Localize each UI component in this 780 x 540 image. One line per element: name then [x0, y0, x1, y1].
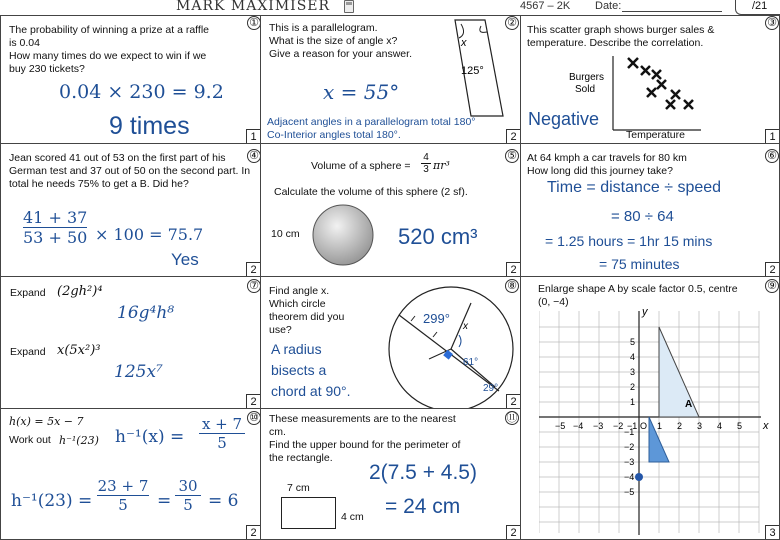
function-definition: h(x) = 5x − 7: [9, 415, 84, 428]
question-4-cell: [0, 143, 261, 277]
y-tick-label: 1: [630, 397, 636, 407]
question-11-cell: [260, 408, 521, 540]
y-tick-label: 5: [630, 337, 636, 347]
question-2-reason: Adjacent angles in a parallelogram total 180° Co-Interior angles total 180°.: [267, 116, 476, 141]
question-3-answer: Negative: [528, 109, 600, 129]
scatter-point: [628, 58, 638, 68]
question-7-cell: [0, 276, 261, 409]
question-11-marks: 2: [506, 525, 520, 539]
question-8-text: Find angle x. Which circle theorem did you use?: [269, 285, 345, 336]
sphere-shape: [313, 205, 373, 265]
question-11-number: ⑪: [506, 412, 518, 424]
question-1-text: The probability of winning a prize at a raffle is 0.04 How many times do we expect to win if we buy 230 tickets?: [9, 24, 210, 75]
fraction-numerator: 4: [423, 152, 429, 163]
question-5-answer: 520 cm³: [398, 224, 478, 249]
question-3-cell: [520, 15, 780, 144]
question-9-marks: 3: [765, 525, 779, 539]
question-8-number: ⑧: [505, 279, 519, 293]
expand-2-answer: 125x⁷: [114, 362, 163, 382]
evaluate-equals: =: [157, 491, 172, 511]
x-tick-label: 4: [717, 421, 723, 431]
fraction-numerator: 23 + 7: [97, 477, 149, 495]
question-9-number: ⑨: [765, 279, 779, 293]
sphere-diameter-label: 10 cm: [271, 228, 300, 240]
y-tick-label: −5: [624, 487, 635, 497]
scatter-x-label: Temperature: [626, 129, 685, 141]
expand-1-expression: (2gh²)⁴: [57, 284, 103, 299]
angle-125-label: 125°: [461, 65, 484, 77]
x-tick-label: 1: [657, 421, 663, 431]
fraction-denominator: 3: [421, 163, 431, 175]
volume-formula-rest: πr³: [433, 159, 450, 172]
x-tick-label: −2: [613, 421, 624, 431]
evaluate-fraction-1: [97, 477, 149, 514]
scatter-point: [671, 90, 680, 99]
shape-a-label: A: [685, 399, 693, 410]
scatter-point: [666, 100, 675, 109]
angle-x-label: x: [463, 321, 468, 332]
question-6-answer: = 75 minutes: [599, 256, 680, 272]
y-tick-label: −4: [624, 472, 635, 482]
centre-of-enlargement: [635, 473, 643, 481]
fraction-denominator: 53 + 50: [23, 228, 88, 247]
question-5-number: ⑤: [505, 149, 519, 163]
work-out-expression: h⁻¹(23): [59, 434, 99, 447]
question-5-marks: 2: [506, 262, 520, 276]
question-11-working: 2(7.5 + 4.5): [369, 461, 477, 484]
expand-1-label: Expand: [10, 287, 46, 299]
question-7-marks: 2: [246, 394, 260, 408]
question-9-text: Enlarge shape A by scale factor 0.5, centre (0, −4): [538, 283, 738, 308]
question-6-text: At 64 kmph a car travels for 80 km How long did this journey take?: [527, 152, 687, 177]
question-8-answer: A radius bisects a chord at 90°.: [271, 341, 351, 399]
expand-2-expression: x(5x²)³: [57, 343, 101, 358]
question-4-number: ④: [247, 149, 261, 163]
question-1-cell: [0, 15, 261, 144]
scatter-point: [652, 70, 661, 79]
volume-formula-fraction: [421, 152, 431, 175]
x-axis-label: x: [763, 420, 769, 432]
question-4-text: Jean scored 41 out of 53 on the first part of his German test and 37 out of 50 on the second part. In total he needs 75% to get a B. Did he?: [9, 152, 251, 190]
x-tick-label: 2: [677, 421, 683, 431]
question-6-line-2: = 80 ÷ 64: [611, 208, 674, 225]
question-2-answer: x = 55°: [323, 80, 400, 104]
question-10-cell: [0, 408, 261, 540]
rectangle-height-label: 4 cm: [341, 511, 364, 523]
question-8-cell: [260, 276, 521, 409]
question-5-text: Calculate the volume of this sphere (2 sf).: [274, 186, 468, 198]
date-label: Date:: [595, 0, 622, 12]
x-tick-label: −5: [555, 421, 566, 431]
x-tick-label: −1: [627, 421, 638, 431]
x-tick-label: −3: [593, 421, 604, 431]
inverse-lhs: h⁻¹(x) =: [115, 427, 185, 447]
question-6-cell: [520, 143, 780, 277]
volume-formula-label: Volume of a sphere =: [311, 160, 411, 172]
y-tick-label: 4: [630, 352, 636, 362]
x-tick-label: 3: [697, 421, 703, 431]
question-3-number: ③: [765, 16, 779, 30]
date-field-line[interactable]: [622, 11, 722, 12]
circle-theorem-diagram: [371, 277, 521, 409]
rectangle-shape: [281, 497, 336, 529]
fraction-denominator: 5: [175, 495, 201, 514]
fraction-numerator: 30: [178, 477, 198, 495]
question-10-marks: 2: [246, 525, 260, 539]
inverse-fraction: [199, 415, 245, 452]
question-6-line-3: = 1.25 hours = 1hr 15 mins: [545, 233, 713, 249]
calculator-icon: [344, 0, 354, 13]
fraction-denominator: 5: [199, 433, 245, 452]
question-4-answer: Yes: [171, 250, 199, 269]
rectangle-width-label: 7 cm: [287, 482, 310, 494]
question-11-answer: = 24 cm: [385, 495, 461, 518]
coordinate-grid: [539, 307, 779, 539]
fraction-denominator: 5: [97, 495, 149, 514]
worksheet-code: 4567 – 2K: [520, 0, 571, 12]
sphere-diagram: [309, 202, 379, 272]
percentage-fraction: [23, 208, 87, 247]
y-tick-label: −3: [624, 457, 635, 467]
scatter-points: [628, 58, 693, 109]
question-6-line-1: Time = distance ÷ speed: [547, 179, 722, 196]
question-10-answer: = 6: [208, 491, 239, 511]
fraction-numerator: 41 + 37: [23, 208, 88, 227]
scatter-y-label-2: Sold: [575, 84, 596, 95]
fraction-numerator: x + 7: [201, 415, 243, 433]
question-11-text: These measurements are to the nearest cm. Find the upper bound for the perimeter of the rectangle.: [269, 413, 461, 464]
y-tick-label: 3: [630, 367, 636, 377]
work-out-label: Work out: [9, 434, 51, 446]
y-tick-label: −2: [624, 442, 635, 452]
question-2-number: ②: [505, 16, 519, 30]
y-tick-label: −1: [624, 427, 635, 437]
scatter-y-label-1: Burgers: [569, 72, 605, 83]
question-1-marks: 1: [246, 129, 260, 143]
angle-61-arc: [459, 335, 461, 347]
total-marks: /21: [752, 0, 768, 12]
evaluate-lhs: h⁻¹(23) =: [11, 491, 93, 511]
expand-2-label: Expand: [10, 346, 46, 358]
question-1-answer: 9 times: [109, 112, 190, 140]
scatter-point: [641, 66, 650, 75]
x-tick-label: O: [640, 421, 648, 431]
expand-1-answer: 16g⁴h⁸: [117, 303, 175, 323]
parallelogram-diagram: [441, 16, 523, 126]
question-2-cell: [260, 15, 521, 144]
question-8-marks: 2: [506, 394, 520, 408]
brand-title: MARK MAXIMISER: [176, 0, 331, 14]
question-3-marks: 1: [765, 129, 779, 143]
question-1-working: 0.04 × 230 = 9.2: [59, 81, 224, 103]
question-4-marks: 2: [246, 262, 260, 276]
question-2-text: This is a parallelogram. What is the size of angle x? Give a reason for your answer.: [269, 22, 412, 60]
y-tick-label: 2: [630, 382, 636, 392]
question-3-text: This scatter graph shows burger sales & temperature. Describe the correlation.: [527, 24, 715, 49]
question-9-cell: [520, 276, 780, 540]
angle-61-label: 61°: [463, 357, 479, 368]
worksheet-header: [0, 0, 780, 15]
question-6-number: ⑥: [765, 149, 779, 163]
right-angle-marker: [443, 350, 453, 360]
question-6-marks: 2: [765, 262, 779, 276]
x-tick-label: −4: [573, 421, 584, 431]
scatter-point: [647, 88, 656, 97]
angle-29-label: 29°: [483, 383, 499, 394]
reflex-angle-label: 299°: [423, 311, 450, 326]
x-tick-label: 5: [737, 421, 743, 431]
question-5-cell: [260, 143, 521, 277]
y-axis-label: y: [642, 307, 648, 318]
percentage-result: × 100 = 75.7: [95, 225, 204, 244]
angle-x-label: x: [461, 37, 467, 49]
scatter-point: [657, 80, 666, 89]
scatter-point: [684, 100, 693, 109]
evaluate-fraction-2: [175, 477, 201, 514]
radius-line-2: [451, 349, 495, 387]
question-10-number: ⑩: [247, 411, 261, 425]
angle-x-arc: [459, 24, 464, 38]
question-7-number: ⑦: [247, 279, 261, 293]
question-1-number: ①: [247, 16, 261, 30]
question-2-marks: 2: [506, 129, 520, 143]
